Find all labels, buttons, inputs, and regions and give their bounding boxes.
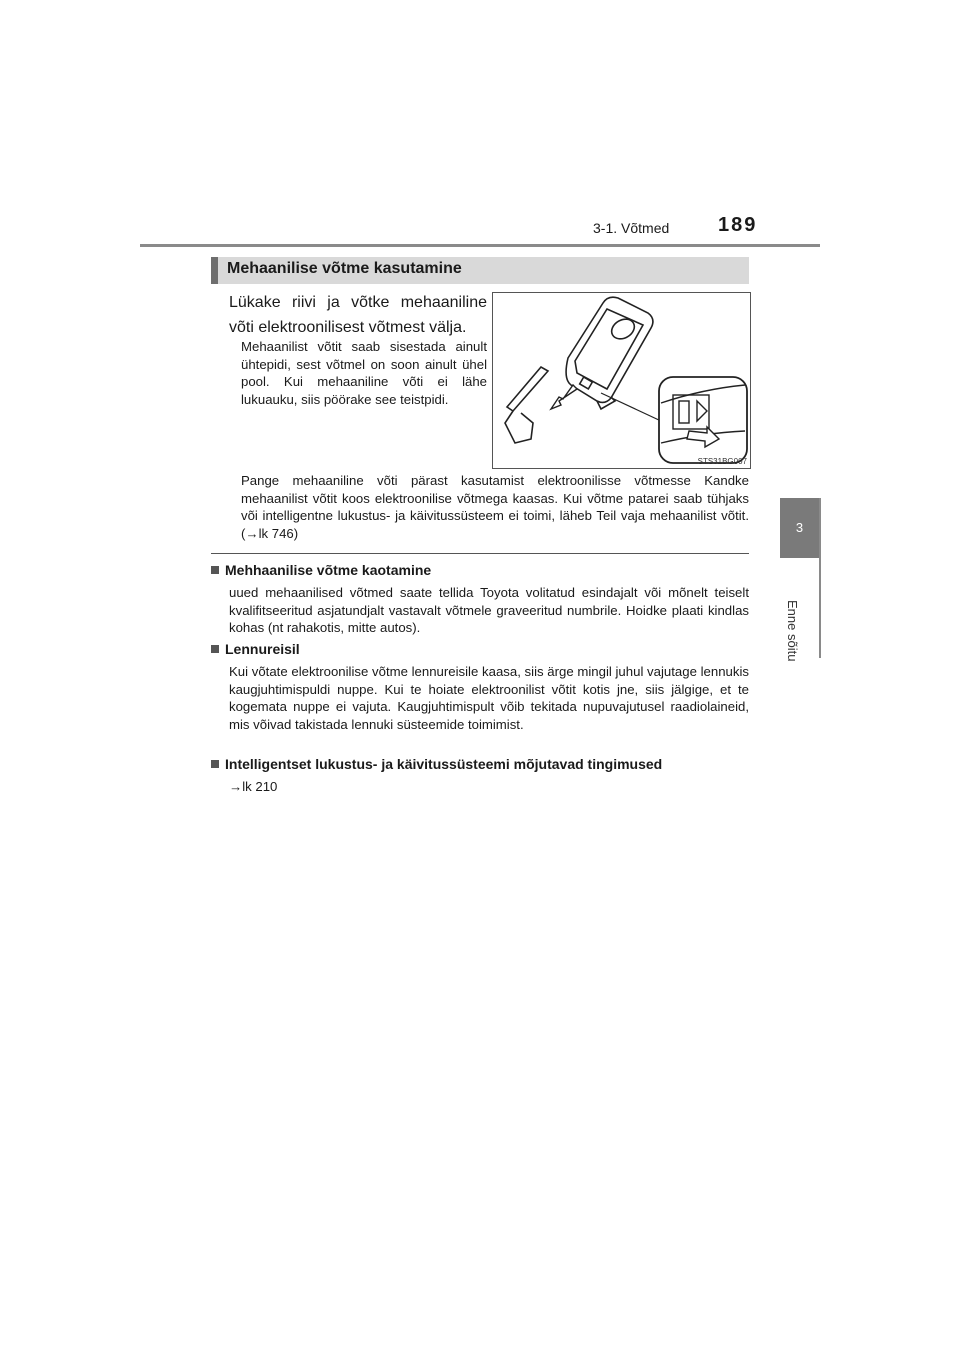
header-section-title: 3-1. Võtmed <box>593 220 670 236</box>
step-note: Mehaanilist võtit saab sisestada ainult ühtepidi, sest võtmel on soon ainult ühel pool. Kui mehaaniline võti ei lähe lukuauku, siis pöörake see teistpidi. <box>241 339 487 407</box>
chapter-title: Enne sõitu <box>785 600 800 662</box>
chapter-tab[interactable]: 3 <box>780 498 819 558</box>
item-body-lost-key: uued mehaanilised võtmed saate tellida Toyota volitatud esindajalt või mõnelt teiselt kvalifitseeritud asjatundjalt vastavalt võtmele graveeritud numbrile. Hoidke plaati kindlas kohas (nt rahakotis, mitte autos). <box>229 585 749 635</box>
key-illustration <box>492 292 751 469</box>
item-title-air-travel: Lennureisil <box>211 641 300 657</box>
bullet-square-icon <box>211 645 219 653</box>
section-title: Mehaanilise võtme kasutamine <box>227 260 462 277</box>
usage-paragraph: Pange mehaaniline võti pärast kasutamist elektroonilisse võtmesse Kandke mehaanilist võtit koos elektroonilise võtmega kaasas. Kui võtme patarei saab tühjaks või intelligentne lukustus- ja käivitussüsteem ei toimi, läheb Teil vaja mehaanilist võtit. (→lk 746) <box>241 473 749 541</box>
header-rule <box>140 244 820 247</box>
item-body-air-travel: Kui võtate elektroonilise võtme lennureisile kaasa, siis ärge mingil juhul vajutage lennukis kaugjuhtimispuldi nuppe. Kui te hoiate elektroonilist võtit kotis jne, siis jälgige, et te kogemata nuppe ei vajuta. Kaugjuhtimispult võib tekitada nupuvajutusel raadiolaineid, mis võivad takistada lennuki süsteemide toimimist. <box>229 664 749 732</box>
page-number: 189 <box>718 214 758 236</box>
section-heading <box>211 257 749 284</box>
key-drawing <box>493 293 750 468</box>
bullet-square-icon <box>211 566 219 574</box>
section-heading-accent <box>211 257 218 284</box>
step-instruction: Lükake riivi ja võtke mehaaniline võti elektroonilisest võtmest välja. <box>229 294 487 336</box>
item-title-lost-key: Mehhaanilise võtme kaotamine <box>211 562 431 578</box>
bullet-square-icon <box>211 760 219 768</box>
item-title-conditions: Intelligentset lukustus- ja käivitussüsteemi mõjutavad tingimused <box>211 756 662 772</box>
item-body-conditions[interactable]: →lk 210 <box>229 779 278 794</box>
side-tab-rule <box>819 498 821 658</box>
figure-code: STS31BG007 <box>697 457 747 466</box>
section-divider <box>211 553 749 554</box>
